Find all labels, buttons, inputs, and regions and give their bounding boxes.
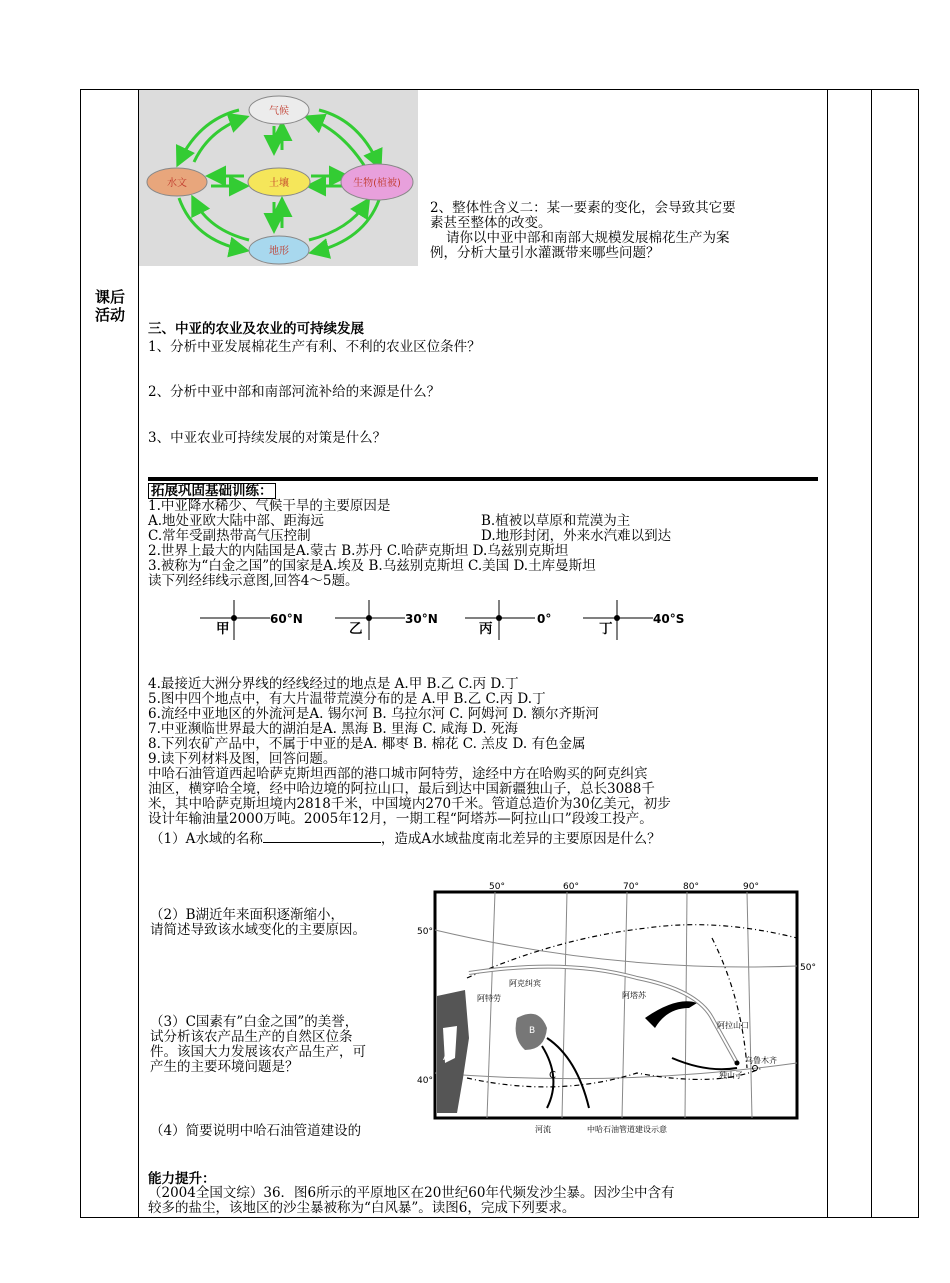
lon-label: 70° bbox=[623, 882, 639, 892]
coord-diagram-bing bbox=[465, 600, 575, 640]
practice-line: 读下列经纬线示意图,回答4～5题。 bbox=[148, 573, 359, 589]
question: 3、中亚农业可持续发展的对策是什么？ bbox=[148, 430, 387, 446]
question: 1、分析中亚发展棉花生产有利、不利的农业区位条件？ bbox=[148, 339, 481, 355]
section-rule bbox=[148, 477, 818, 481]
lon-label: 80° bbox=[683, 882, 699, 892]
question: 2、分析中亚中部和南部河流补给的来源是什么？ bbox=[148, 384, 441, 400]
practice-line: 7.中亚濒临世界最大的湖泊是A. 黑海 B. 里海 C. 咸海 D. 死海 bbox=[148, 721, 518, 737]
practice-line: 2.世界上最大的内陆国是A.蒙古 B.苏丹 C.哈萨克斯坦 D.乌兹别克斯坦 bbox=[148, 543, 569, 559]
integrity-line: 例，分析大量引水灌溉带来哪些问题？ bbox=[430, 245, 660, 261]
terrain-label: 地形 bbox=[269, 246, 289, 257]
material-line: 油区，横穿哈全境，经中哈边境的阿拉山口，最后到达中国新疆独山子，总长3088千 bbox=[148, 781, 655, 797]
question-9-4: （4）简要说明中哈石油管道建设的 bbox=[150, 1123, 362, 1139]
answer-blank[interactable] bbox=[263, 830, 381, 843]
climate-label: 气候 bbox=[269, 106, 289, 117]
column-divider bbox=[871, 89, 872, 1218]
coord-diagram-yi bbox=[335, 600, 445, 640]
map-caption: 中哈石油管道建设示意 bbox=[587, 1125, 667, 1134]
pipeline-map-svg bbox=[417, 878, 816, 1138]
practice-heading: 拓展巩固基础训练： bbox=[148, 483, 276, 499]
practice-line: 3.被称为“白金之国”的国家是A.埃及 B.乌兹别克斯坦 C.美国 D.土库曼斯坦 bbox=[148, 558, 596, 574]
lat-label: 40° bbox=[417, 1076, 433, 1086]
material-line: 中哈石油管道西起哈萨克斯坦西部的港口城市阿特劳，途经中方在哈购买的阿克纠宾 bbox=[148, 766, 648, 782]
question-9-2: （2）B湖近年来面积逐渐缩小， bbox=[150, 907, 345, 923]
question-9-3: 件。该国大力发展该农产品生产，可 bbox=[150, 1044, 366, 1060]
question-9-3: 产生的主要环境问题是？ bbox=[150, 1059, 299, 1075]
coord-label: 乙 bbox=[349, 621, 363, 637]
geography-elements-diagram bbox=[139, 90, 418, 266]
integrity-line: 请你以中亚中部和南部大规模发展棉花生产为案 bbox=[446, 230, 730, 246]
practice-line: 8.下列农矿产品中，不属于中亚的是A. 椰枣 B. 棉花 C. 羔皮 D. 有色金属 bbox=[148, 736, 586, 752]
column-divider bbox=[827, 89, 828, 1218]
section-heading: 三、中亚的农业及农业的可持续发展 bbox=[148, 321, 364, 337]
integrity-line: 素甚至整体的改变。 bbox=[430, 215, 552, 231]
material-line: 米，其中哈萨克斯坦境内2818千米，中国境内270千米。管道总造价为30亿美元，初步 bbox=[148, 796, 671, 812]
lon-label: 50° bbox=[489, 882, 505, 892]
coord-diagram-jia bbox=[200, 600, 310, 640]
region-label: C bbox=[549, 1070, 556, 1081]
ability-line: 较多的盐尘，该地区的沙尘暴被称为“白风暴”。读图6，完成下列要求。 bbox=[148, 1200, 576, 1216]
lon-label: 90° bbox=[743, 882, 759, 892]
coord-value: 60°N bbox=[270, 612, 303, 626]
practice-line: 4.最接近大洲分界线的经线经过的地点是 A.甲 B.乙 C.丙 D.丁 bbox=[148, 676, 519, 692]
legend-label: 河流 bbox=[535, 1125, 551, 1134]
question-9-3: 试分析该农产品生产的自然区位条 bbox=[150, 1029, 353, 1045]
coord-value: 30°N bbox=[405, 612, 438, 626]
place-label: 独山子 bbox=[719, 1071, 743, 1080]
practice-line: D.地形封闭，外来水汽难以到达 bbox=[481, 528, 672, 544]
place-label: 乌鲁木齐 bbox=[745, 1056, 777, 1065]
practice-line: 5.图中四个地点中，有大片温带荒漠分布的是 A.甲 B.乙 C.丙 D.丁 bbox=[148, 691, 546, 707]
lat-label: 50° bbox=[417, 927, 433, 937]
pipeline-map bbox=[417, 878, 816, 1138]
coord-label: 丁 bbox=[599, 621, 613, 637]
place-label: 阿克纠宾 bbox=[509, 979, 541, 988]
coord-value: 40°S bbox=[653, 612, 685, 626]
hydrology-label: 水文 bbox=[167, 178, 187, 189]
integrity-line: 2、整体性含义二：某一要素的变化，会导致其它要 bbox=[430, 200, 736, 216]
row-label: 课后 活动 bbox=[94, 288, 125, 324]
biology-label: 生物(植被) bbox=[353, 178, 401, 189]
place-label: 阿拉山口 bbox=[717, 1021, 749, 1030]
ability-heading: 能力提升： bbox=[148, 1171, 216, 1187]
practice-line: 1.中亚降水稀少、气候干旱的主要原因是 bbox=[148, 498, 391, 514]
question-9-2: 请简述导致该水域变化的主要原因。 bbox=[150, 922, 366, 938]
coord-label: 甲 bbox=[216, 621, 230, 637]
place-label: 阿特劳 bbox=[477, 994, 501, 1003]
material-line: 设计年输油量2000万吨。2005年12月，一期工程“阿塔苏—阿拉山口”段竣工投产。 bbox=[148, 811, 653, 827]
practice-line: A.地处亚欧大陆中部、距海远 bbox=[148, 513, 325, 529]
practice-line: 9.读下列材料及图，回答问题。 bbox=[148, 751, 337, 767]
lat-label: 50° bbox=[800, 963, 816, 973]
lon-label: 60° bbox=[563, 882, 579, 892]
place-label: 阿塔苏 bbox=[622, 991, 646, 1000]
coord-diagram-ding bbox=[583, 600, 693, 640]
coord-value: 0° bbox=[537, 612, 552, 626]
question-9-1: （1）A水域的名称 ，造成A水域盐度南北差异的主要原因是什么？ bbox=[150, 831, 661, 847]
soil-label: 土壤 bbox=[269, 178, 289, 189]
region-label: A bbox=[443, 1050, 451, 1063]
practice-line: B.植被以草原和荒漠为主 bbox=[481, 513, 631, 529]
question-9-3: （3）C国素有”白金之国”的美誉， bbox=[150, 1014, 359, 1030]
coord-label: 丙 bbox=[479, 621, 493, 637]
region-label: B bbox=[529, 1026, 536, 1036]
elements-cycle-diagram bbox=[139, 90, 418, 266]
ability-line: （2004全国文综）36．图6所示的平原地区在20世纪60年代频发沙尘暴。因沙尘中含有 bbox=[148, 1185, 675, 1201]
practice-line: 6.流经中亚地区的外流河是A. 锡尔河 B. 乌拉尔河 C. 阿姆河 D. 额尔齐斯河 bbox=[148, 706, 599, 722]
practice-line: C.常年受副热带高气压控制 bbox=[148, 528, 311, 544]
